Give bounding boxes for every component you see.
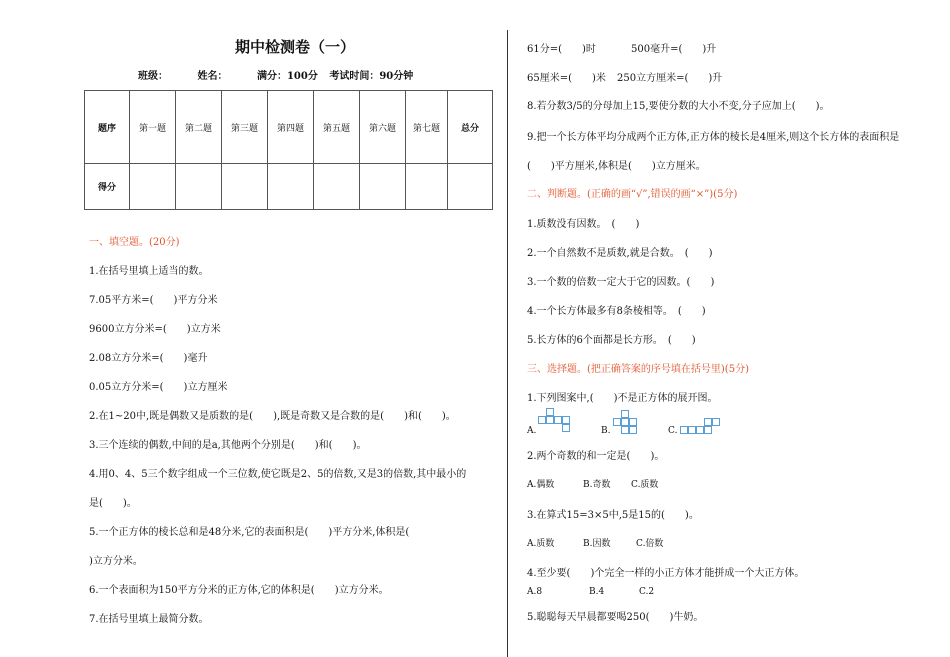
q3: 3.三个连续的偶数,中间的是a,其他两个分别是( )和( )。: [89, 440, 367, 451]
c4-option-c: C.2: [639, 587, 655, 597]
c3-option-b: B.因数: [583, 539, 611, 549]
exam-time: 考试时间：90分钟: [329, 71, 414, 82]
score-cell[interactable]: [176, 164, 222, 210]
c1-option-a-label: A.: [527, 426, 537, 436]
choice-1: 1.下列图案中,( )不是正方体的展开图。: [527, 393, 718, 404]
q1-c: 2.08立方分米=( )毫升: [89, 353, 208, 364]
judge-4: 4.一个长方体最多有8条棱相等。 ( ): [527, 306, 706, 317]
q5-line2: )立方分米。: [89, 556, 143, 567]
col-1: 第一题: [130, 91, 176, 164]
choice-4: 4.至少要( )个完全一样的小正方体才能拼成一个大正方体。: [527, 568, 805, 579]
judge-2: 2.一个自然数不是质数,就是合数。 ( ): [527, 248, 713, 259]
class-label: 班级：: [138, 71, 168, 82]
score-cell[interactable]: [448, 164, 493, 210]
section2-title: 二、判断题。(正确的画“√”,错误的画“×”)(5分): [527, 189, 738, 200]
c4-option-a: A.8: [527, 587, 543, 597]
q7-d: 250立方厘米=( )升: [617, 73, 723, 84]
q4-line2: 是( )。: [89, 498, 137, 509]
score-cell[interactable]: [222, 164, 268, 210]
c2-option-c: C.质数: [631, 480, 659, 490]
score-label: 得分: [85, 164, 130, 210]
section1-title: 一、填空题。(20分): [89, 237, 180, 248]
q2: 2.在1~20中,既是偶数又是质数的是( ),既是奇数又是合数的是( )和( )。: [89, 411, 456, 422]
name-label: 姓名：: [197, 71, 228, 82]
c2-option-b: B.奇数: [583, 480, 611, 490]
judge-1: 1.质数没有因数。 ( ): [527, 219, 640, 230]
q1-b: 9600立方分米=( )立方米: [89, 324, 221, 335]
page-title: 期中检测卷（一）: [234, 38, 355, 56]
col-6: 第六题: [360, 91, 406, 164]
col-7: 第七题: [406, 91, 448, 164]
section3-title: 三、选择题。(把正确答案的序号填在括号里)(5分): [527, 364, 749, 375]
score-cell[interactable]: [130, 164, 176, 210]
score-table: [84, 90, 493, 210]
exam-info: [138, 67, 439, 82]
cube-net-b-icon: [613, 410, 639, 436]
c1-option-b-label: B.: [601, 426, 611, 436]
c4-option-b: B.4: [589, 587, 605, 597]
full-score: 满分：100分: [256, 71, 318, 82]
col-5: 第五题: [314, 91, 360, 164]
choice-5: 5.聪聪每天早晨都要喝250( )牛奶。: [527, 612, 704, 623]
c2-option-a: A.偶数: [527, 480, 555, 490]
q8: 8.若分数3/5的分母加上15,要使分数的大小不变,分子应加上( )。: [527, 101, 830, 112]
q9-line2: ( )平方厘米,体积是( )立方厘米。: [527, 161, 706, 172]
q7: 7.在括号里填上最简分数。: [89, 614, 209, 625]
column-divider: [507, 30, 508, 657]
score-cell[interactable]: [314, 164, 360, 210]
c3-option-c: C.倍数: [636, 539, 664, 549]
q5-line1: 5.一个正方体的棱长总和是48分米,它的表面积是( )平方分米,体积是(: [89, 527, 410, 538]
total-header: 总分: [448, 91, 493, 164]
q9-line1: 9.把一个长方体平均分成两个正方体,正方体的棱长是4厘米,则这个长方体的表面积是: [527, 132, 900, 143]
q6: 6.一个表面积为150平方分米的正方体,它的体积是( )立方分米。: [89, 585, 389, 596]
col-4: 第四题: [268, 91, 314, 164]
judge-5: 5.长方体的6个面都是长方形。 ( ): [527, 335, 696, 346]
score-cell[interactable]: [406, 164, 448, 210]
judge-3: 3.一个数的倍数一定大于它的因数。( ): [527, 277, 715, 288]
q7-b: 500毫升=( )升: [631, 44, 717, 55]
cube-net-a-icon: [538, 412, 572, 436]
q1-a: 7.05平方米=( )平方分米: [89, 295, 218, 306]
col-3: 第三题: [222, 91, 268, 164]
choice-2: 2.两个奇数的和一定是( )。: [527, 451, 665, 462]
q7-c: 65厘米=( )米: [527, 73, 606, 84]
col-2: 第二题: [176, 91, 222, 164]
cube-net-c-icon: [680, 416, 722, 436]
q1-intro: 1.在括号里填上适当的数。: [89, 266, 209, 277]
score-cell[interactable]: [268, 164, 314, 210]
q1-d: 0.05立方分米=( )立方厘米: [89, 382, 228, 393]
q7-a: 61分=( )时: [527, 44, 596, 55]
c1-option-c-label: C.: [668, 426, 678, 436]
q4-line1: 4.用0、4、5三个数字组成一个三位数,使它既是2、5的倍数,又是3的倍数,其中最小的: [89, 469, 467, 480]
choice-3: 3.在算式15=3×5中,5是15的( )。: [527, 510, 699, 521]
score-cell[interactable]: [360, 164, 406, 210]
row-header: 题序: [85, 91, 130, 164]
c3-option-a: A.质数: [527, 539, 555, 549]
